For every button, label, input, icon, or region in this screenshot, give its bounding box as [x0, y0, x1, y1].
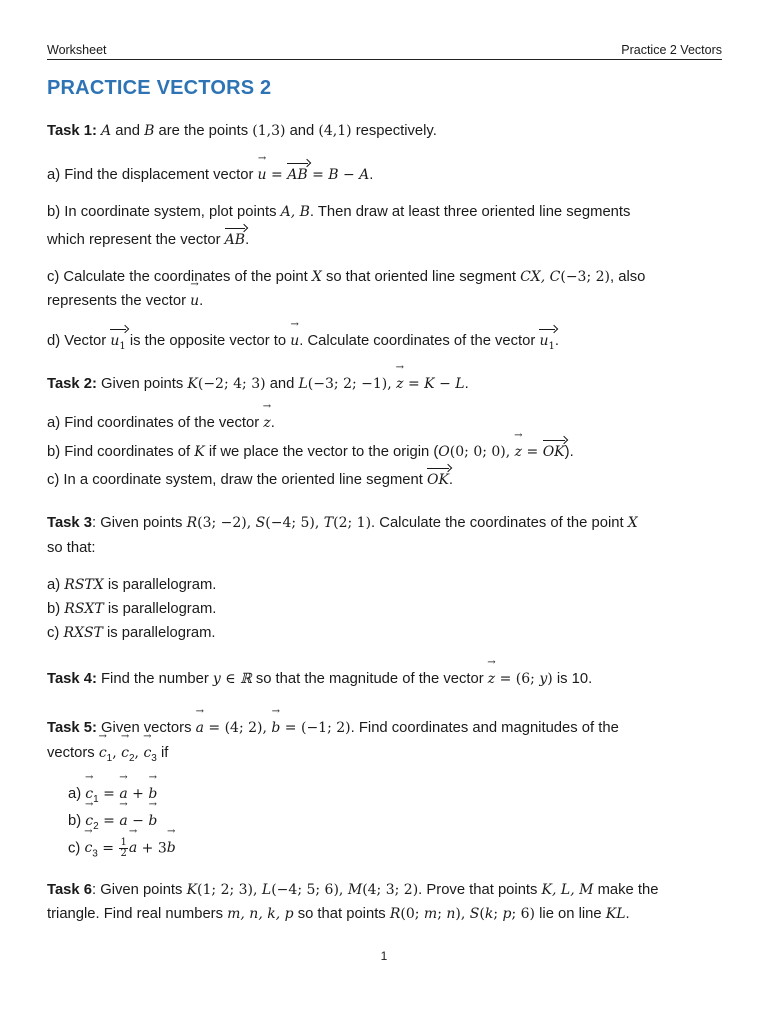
vector-a: → a [129, 838, 137, 858]
task6-label: Task 6 [47, 882, 92, 898]
p: p [502, 906, 512, 922]
text: b) Find coordinates of [47, 444, 195, 460]
text: c) [47, 625, 64, 641]
text: = [522, 444, 543, 460]
vector-z: → z [488, 669, 495, 689]
text: and [111, 123, 145, 139]
vector-b: → b [167, 838, 176, 858]
y-in-r: y ∈ ℝ [212, 671, 252, 687]
text: : Given points [91, 882, 187, 898]
text: = [98, 786, 120, 802]
task1-c-line1 [47, 267, 727, 287]
formula: = B − A [307, 167, 370, 183]
coord-a: = (4; 2), [203, 720, 272, 736]
numerator: 1 [120, 837, 127, 848]
vector-b: → b [148, 784, 157, 804]
point-l: L [298, 376, 308, 392]
text: , also [610, 269, 646, 285]
vector-u1 [110, 329, 125, 357]
text: Given points [96, 376, 188, 392]
text: , [112, 745, 122, 761]
text: : Given points [91, 515, 187, 531]
vector-c: → c [121, 743, 129, 763]
text: . [270, 415, 275, 431]
text: . Find coordinates and magnitudes of the [350, 720, 619, 736]
vector-u: → u [258, 165, 267, 185]
vector-c: → c [84, 838, 92, 858]
task5-a [68, 784, 748, 810]
task2-label: Task 2: [47, 376, 97, 392]
point-r: R [186, 515, 198, 531]
task3-label: Task 3 [47, 515, 92, 531]
coord-s: (−4; 5), [265, 515, 324, 531]
coord-m: (4; 3; 2) [362, 882, 419, 898]
coord-a: (1,3) [252, 123, 286, 139]
subscript: 3 [151, 752, 157, 764]
text: . [464, 376, 469, 392]
text: a) Find the displacement vector [47, 167, 258, 183]
coord: ; [437, 906, 447, 922]
text: , [134, 745, 144, 761]
text: a) [47, 577, 65, 593]
task1-c-line2 [47, 291, 727, 311]
text: . [199, 293, 204, 309]
vector-a: → a [119, 811, 127, 831]
task1-intro [47, 121, 727, 141]
coord: ) [547, 671, 553, 687]
formula: = K − L [403, 376, 465, 392]
u: u [539, 333, 549, 349]
header-left: Worksheet [47, 43, 107, 57]
text: b) [68, 813, 86, 829]
vector-a: → a [119, 784, 127, 804]
vector-c: → c [143, 743, 151, 763]
text: = [98, 813, 120, 829]
subscript: 1 [93, 793, 99, 805]
coord-l: (−3; 2; −1), [307, 376, 397, 392]
line-kl: KL [605, 906, 626, 922]
task5-c [68, 838, 748, 864]
vector-c: → c [85, 784, 93, 804]
coord-r: (3; −2), [197, 515, 256, 531]
text: is 10. [552, 671, 593, 687]
coord-b: = (−1; 2) [280, 720, 351, 736]
task3-intro-line2: so that: [47, 540, 96, 556]
subscript: 1 [548, 340, 555, 352]
text: make the [593, 882, 659, 898]
denominator: 2 [120, 848, 127, 859]
text: . [448, 472, 454, 488]
point-k: K [194, 444, 205, 460]
point-a: A [101, 123, 112, 139]
point-t: T [323, 515, 334, 531]
task1-b-line1 [47, 202, 727, 222]
text: b) [47, 601, 65, 617]
text: + [127, 786, 149, 802]
task2-intro [47, 374, 727, 394]
segment-cx: CX, C [520, 269, 561, 285]
coord-l: (−4; 5; 6), [271, 882, 348, 898]
text: . [625, 906, 630, 922]
coord: ( [479, 906, 485, 922]
text: Given vectors [96, 720, 196, 736]
coord: ; 6) [511, 906, 536, 922]
text: . [245, 232, 250, 248]
vector-u1 [539, 329, 554, 357]
text: is parallelogram. [103, 577, 217, 593]
text: + 3 [137, 840, 167, 857]
text: represents the vector [47, 293, 191, 309]
text: = [97, 840, 119, 857]
task1-a [47, 163, 727, 185]
quad-rxst: RXST [63, 625, 103, 641]
coord: ), [455, 906, 470, 922]
vector-z: → z [515, 442, 522, 462]
u: u [110, 333, 120, 349]
text: and [285, 123, 319, 139]
vector-a: → a [196, 718, 204, 738]
task2-b [47, 440, 727, 462]
text: . Calculate the coordinates of the point [371, 515, 628, 531]
text: are the points [154, 123, 253, 139]
quad-rstx: RSTX [64, 577, 104, 593]
text: and [265, 376, 299, 392]
page-header [47, 43, 722, 60]
coord: = (6; [495, 671, 540, 687]
coord: (0; [400, 906, 424, 922]
point-b: B [144, 123, 155, 139]
vector-z: → z [396, 374, 403, 394]
task1-d [47, 329, 727, 357]
subscript: 1 [119, 340, 126, 352]
task2-a [47, 413, 727, 433]
point-k: K [187, 376, 198, 392]
coord-t: (2; 1) [333, 515, 372, 531]
task5-intro-line2 [47, 743, 727, 769]
coord-k: (−2; 4; 3) [197, 376, 266, 392]
subscript: 1 [106, 752, 113, 764]
task6-line2 [47, 904, 727, 924]
coord-o: (0; 0; 0), [449, 444, 515, 460]
coord-c: (−3; 2) [560, 269, 610, 285]
quad-rsxt: RSXT [64, 601, 104, 617]
text: if we place the vector to the origin ( [204, 444, 439, 460]
vector-ok: OK [543, 440, 565, 462]
text: . [554, 333, 559, 349]
vector-ab: AB [287, 163, 307, 185]
numbers-mnkp: m, n, k, p [227, 906, 294, 922]
point-r: R [389, 906, 401, 922]
vector-u: → u [190, 291, 199, 311]
text: a) [68, 786, 86, 802]
text: c) In a coordinate system, draw the oriented line segment [47, 472, 427, 488]
text: ). [564, 444, 574, 460]
text: − [127, 813, 149, 829]
m: m [423, 906, 438, 922]
task3-c [47, 623, 727, 643]
coord-k: (1; 2; 3), [197, 882, 262, 898]
text: is parallelogram. [102, 625, 216, 641]
vector-ok: OK [427, 468, 449, 490]
task1-label: Task 1: [47, 123, 97, 139]
text: respectively. [351, 123, 437, 139]
task4 [47, 669, 727, 689]
header-right: Practice 2 Vectors [621, 43, 722, 57]
vector-u: → u [290, 331, 299, 351]
point-l: L [261, 882, 272, 898]
text: d) Vector [47, 333, 111, 349]
text: c) Calculate the coordinates of the point [47, 269, 312, 285]
vector-b: → b [148, 811, 157, 831]
task4-label: Task 4: [47, 671, 97, 687]
point-s: S [469, 906, 480, 922]
text: lie on line [535, 906, 606, 922]
text: so that the magnitude of the vector [251, 671, 488, 687]
text: vectors [47, 745, 99, 761]
text: . Then draw at least three oriented line segments [309, 204, 631, 220]
text: triangle. Find real numbers [47, 906, 228, 922]
subscript: 3 [92, 848, 98, 860]
task1-b-line2 [47, 228, 727, 250]
n: n [446, 906, 456, 922]
coord-b: (4,1) [318, 123, 352, 139]
text: so that points [293, 906, 390, 922]
k: k [484, 906, 494, 922]
vector-c: → c [99, 743, 107, 763]
task6-line1 [47, 880, 727, 900]
vector-ab: AB [225, 228, 245, 250]
page-title: PRACTICE VECTORS 2 [47, 77, 272, 99]
vector-c: → c [85, 811, 93, 831]
text: is parallelogram. [103, 601, 217, 617]
text: . [369, 167, 374, 183]
text: a) Find coordinates of the vector [47, 415, 264, 431]
text: which represent the vector [47, 232, 225, 248]
point-s: S [255, 515, 266, 531]
task3-intro-line1 [47, 513, 727, 533]
text: c) [68, 840, 85, 857]
subscript: 2 [128, 752, 135, 764]
text: b) In coordinate system, plot points [47, 204, 281, 220]
task3-b [47, 599, 727, 619]
text: if [156, 745, 169, 761]
text: so that oriented line segment [321, 269, 521, 285]
page-number: 1 [380, 949, 388, 963]
subscript: 2 [93, 820, 99, 832]
text: = [266, 167, 288, 183]
text: . Calculate coordinates of the vector [299, 333, 540, 349]
point-k: K [186, 882, 198, 898]
text: . Prove that points [418, 882, 542, 898]
text: Find the number [96, 671, 213, 687]
point-o: O [438, 444, 450, 460]
point-x: X [311, 269, 322, 285]
fraction-one-half [119, 838, 127, 859]
vector-b: → b [271, 718, 280, 738]
points-klm: K, L, M [541, 882, 594, 898]
point-m: M [347, 882, 363, 898]
vector-z: → z [263, 413, 270, 433]
points-ab: A, B [280, 204, 310, 220]
coord: ; [493, 906, 503, 922]
text: is the opposite vector to [125, 333, 291, 349]
task2-c [47, 468, 727, 490]
task5-label: Task 5: [47, 720, 97, 736]
task3-a [47, 575, 727, 595]
point-x: X [627, 515, 638, 531]
y: y [539, 671, 548, 687]
